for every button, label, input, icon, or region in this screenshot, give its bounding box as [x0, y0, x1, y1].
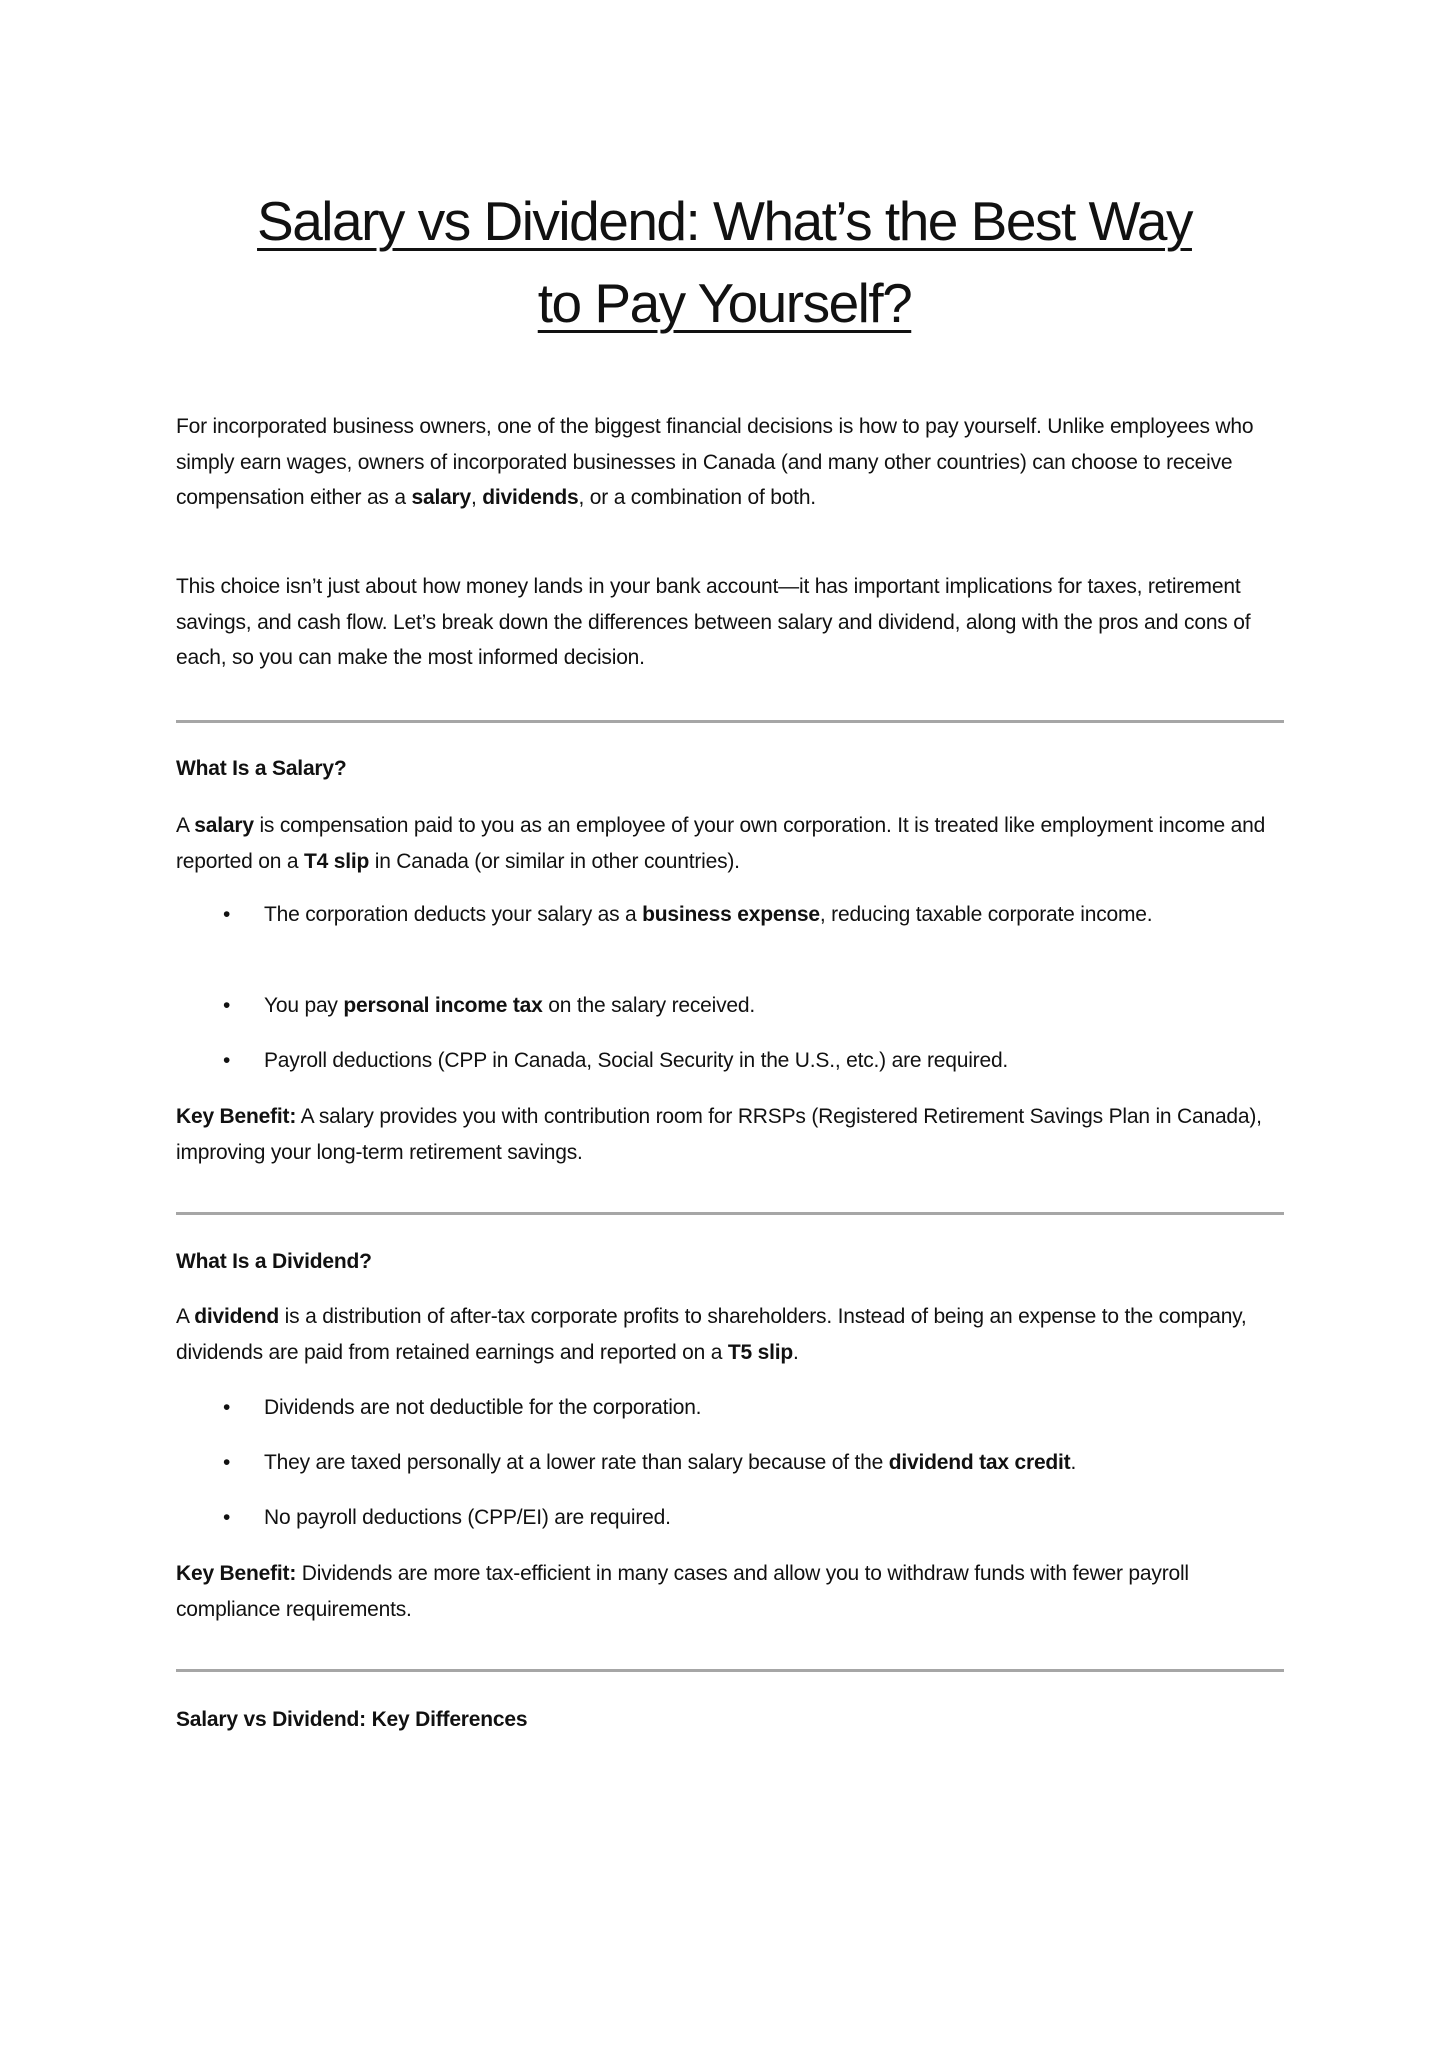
- bullet-icon: •: [223, 1396, 231, 1419]
- salary-paragraph: A salary is compensation paid to you as an employee of your own corporation. It is treated like employment income and reported on a T4 slip in Canada (or similar in other countries).: [176, 814, 1266, 873]
- intro-paragraph-1: For incorporated business owners, one of the biggest financial decisions is how to pay yourself. Unlike employees who simply earn wages, owners of incorporated businesses in Canada (and many other countries) can choose to receive compensation either as a salary, dividends, or a combination of both.: [176, 415, 1254, 509]
- bullet-icon: •: [223, 1506, 231, 1529]
- dividend-heading: What Is a Dividend?: [176, 1250, 372, 1273]
- list-item: • Dividends are not deductible for the corporation.: [264, 1390, 1274, 1426]
- bullet-icon: •: [223, 1451, 231, 1474]
- list-item: • The corporation deducts your salary as a business expense, reducing taxable corporate income.: [264, 897, 1274, 933]
- differences-heading: Salary vs Dividend: Key Differences: [176, 1708, 528, 1731]
- bullet-icon: •: [223, 903, 231, 926]
- list-item: • No payroll deductions (CPP/EI) are required.: [264, 1500, 1274, 1536]
- list-item: • Payroll deductions (CPP in Canada, Social Security in the U.S., etc.) are required.: [264, 1043, 1274, 1079]
- list-item: • You pay personal income tax on the salary received.: [264, 988, 1274, 1024]
- list-item: • They are taxed personally at a lower rate than salary because of the dividend tax credit.: [264, 1445, 1274, 1481]
- salary-key-benefit: Key Benefit: A salary provides you with contribution room for RRSPs (Registered Retirement Savings Plan in Canada), improving your long-term retirement savings.: [176, 1105, 1262, 1164]
- bullet-icon: •: [223, 994, 231, 1017]
- intro-paragraph-2: This choice isn’t just about how money lands in your bank account—it has important implications for taxes, retirement savings, and cash flow. Let’s break down the differences between salary and dividend, along with the pros and cons of each, so you can make the most informed decision.: [176, 575, 1251, 669]
- divider: [176, 720, 1284, 723]
- bullet-icon: •: [223, 1049, 231, 1072]
- divider: [176, 1212, 1284, 1215]
- divider: [176, 1669, 1284, 1672]
- dividend-key-benefit: Key Benefit: Dividends are more tax-efficient in many cases and allow you to withdraw funds with fewer payroll compliance requirements.: [176, 1562, 1189, 1621]
- salary-heading: What Is a Salary?: [176, 757, 347, 780]
- dividend-paragraph: A dividend is a distribution of after-tax corporate profits to shareholders. Instead of being an expense to the company, dividends are paid from retained earnings and reported on a T5 slip.: [176, 1305, 1247, 1364]
- page-title: Salary vs Dividend: What’s the Best Way to Pay Yourself?: [257, 190, 1192, 334]
